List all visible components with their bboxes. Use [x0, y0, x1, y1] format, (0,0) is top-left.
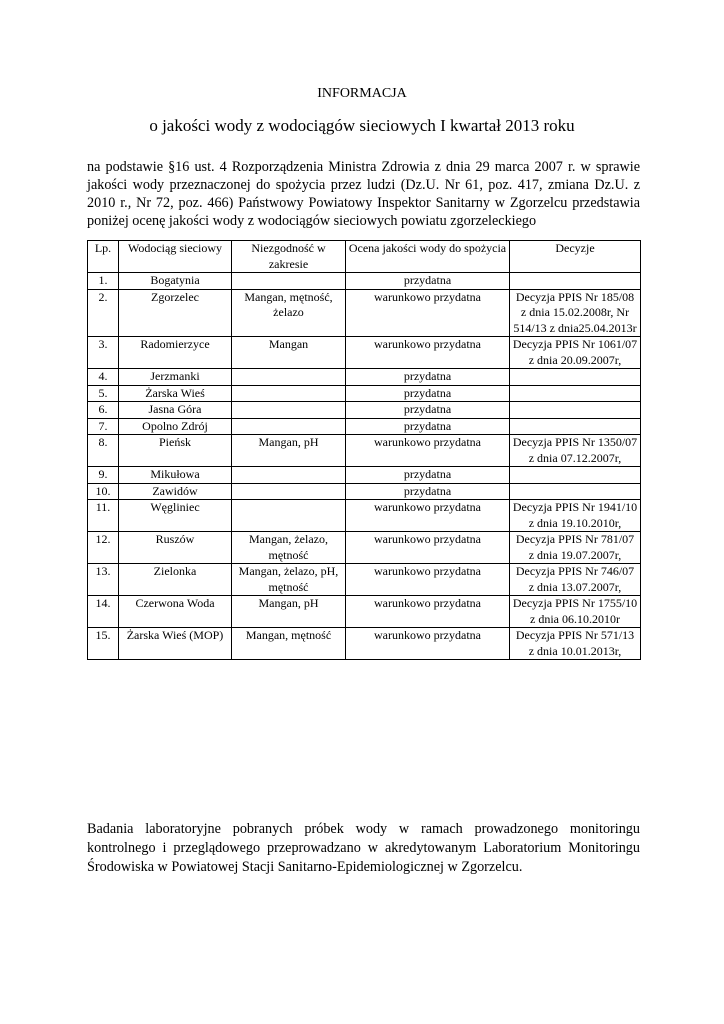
- cell-decision: [510, 369, 641, 386]
- cell-name: Czerwona Woda: [119, 596, 232, 628]
- table-row: [88, 435, 641, 467]
- cell-decision: Decyzja PPIS Nr 1755/10 z dnia 06.10.2010r: [510, 596, 641, 628]
- table-row: [88, 532, 641, 564]
- cell-decision: Decyzja PPIS Nr 185/08 z dnia 15.02.2008r, Nr 514/13 z dnia25.04.2013r: [510, 289, 641, 337]
- header-niezgodnosc: Niezgodność w zakresie: [232, 241, 346, 273]
- cell-decision: [510, 467, 641, 484]
- header-lp: Lp.: [88, 241, 119, 273]
- cell-decision: Decyzja PPIS Nr 1350/07 z dnia 07.12.2007r,: [510, 435, 641, 467]
- footer-paragraph: Badania laboratoryjne pobranych próbek wody w ramach prowadzonego monitoringu kontrolnego i przeglądowego przeprowadzano w akredytowanym Laboratorium Monitoringu Środowiska w Powiatowej Stacji Sanitarno-Epidemiologicznej w Zgorzelcu.: [87, 821, 640, 875]
- cell-rating: warunkowo przydatna: [346, 435, 510, 467]
- cell-rating: warunkowo przydatna: [346, 289, 510, 337]
- cell-lp: 4.: [88, 369, 119, 386]
- cell-rating: warunkowo przydatna: [346, 596, 510, 628]
- cell-issue: [232, 483, 346, 500]
- cell-name: Pieńsk: [119, 435, 232, 467]
- table-row: [88, 500, 641, 532]
- cell-decision: Decyzja PPIS Nr 781/07 z dnia 19.07.2007r,: [510, 532, 641, 564]
- cell-name: Żarska Wieś: [119, 385, 232, 402]
- cell-lp: 2.: [88, 289, 119, 337]
- cell-lp: 14.: [88, 596, 119, 628]
- cell-lp: 15.: [88, 628, 119, 660]
- cell-decision: Decyzja PPIS Nr 746/07 z dnia 13.07.2007r,: [510, 564, 641, 596]
- cell-lp: 8.: [88, 435, 119, 467]
- table-row: [88, 596, 641, 628]
- cell-issue: [232, 369, 346, 386]
- cell-issue: Mangan, żelazo, mętność: [232, 532, 346, 564]
- cell-issue: Mangan, pH: [232, 596, 346, 628]
- cell-issue: [232, 273, 346, 290]
- cell-rating: przydatna: [346, 369, 510, 386]
- cell-rating: warunkowo przydatna: [346, 500, 510, 532]
- document-subtitle: o jakości wody z wodociągów sieciowych I kwartał 2013 roku: [149, 116, 575, 135]
- cell-issue: [232, 500, 346, 532]
- cell-name: Ruszów: [119, 532, 232, 564]
- cell-rating: przydatna: [346, 273, 510, 290]
- cell-name: Zgorzelec: [119, 289, 232, 337]
- cell-name: Mikułowa: [119, 467, 232, 484]
- table-row: [88, 483, 641, 500]
- cell-issue: [232, 467, 346, 484]
- cell-issue: Mangan: [232, 337, 346, 369]
- table-row: [88, 273, 641, 290]
- cell-lp: 6.: [88, 402, 119, 419]
- table-row: [88, 369, 641, 386]
- cell-name: Żarska Wieś (MOP): [119, 628, 232, 660]
- cell-issue: Mangan, mętność, żelazo: [232, 289, 346, 337]
- cell-name: Radomierzyce: [119, 337, 232, 369]
- cell-issue: Mangan, pH: [232, 435, 346, 467]
- cell-rating: przydatna: [346, 402, 510, 419]
- table-row: [88, 402, 641, 419]
- cell-lp: 3.: [88, 337, 119, 369]
- cell-decision: Decyzja PPIS Nr 571/13 z dnia 10.01.2013r,: [510, 628, 641, 660]
- cell-lp: 10.: [88, 483, 119, 500]
- cell-name: Bogatynia: [119, 273, 232, 290]
- table-row: [88, 418, 641, 435]
- cell-issue: [232, 418, 346, 435]
- cell-rating: przydatna: [346, 418, 510, 435]
- cell-name: Zawidów: [119, 483, 232, 500]
- cell-rating: warunkowo przydatna: [346, 337, 510, 369]
- cell-decision: [510, 385, 641, 402]
- cell-rating: przydatna: [346, 385, 510, 402]
- cell-rating: warunkowo przydatna: [346, 564, 510, 596]
- intro-paragraph: na podstawie §16 ust. 4 Rozporządzenia Ministra Zdrowia z dnia 29 marca 2007 r. w sprawie jakości wody przeznaczonej do spożycia przez ludzi (Dz.U. Nr 61, poz. 417, zmiana Dz.U. z 2010 r., Nr 72, poz. 466) Państwowy Powiatowy Inspektor Sanitarny w Zgorzelcu przedstawia poniżej ocenę jakości wody z wodociągów sieciowych powiatu zgorzeleckiego: [87, 159, 640, 229]
- cell-issue: [232, 385, 346, 402]
- cell-lp: 1.: [88, 273, 119, 290]
- water-quality-table: [87, 240, 641, 660]
- table-row: [88, 385, 641, 402]
- cell-issue: [232, 402, 346, 419]
- cell-decision: Decyzja PPIS Nr 1061/07 z dnia 20.09.2007r,: [510, 337, 641, 369]
- cell-lp: 5.: [88, 385, 119, 402]
- cell-issue: Mangan, żelazo, pH, mętność: [232, 564, 346, 596]
- cell-rating: warunkowo przydatna: [346, 532, 510, 564]
- cell-rating: przydatna: [346, 483, 510, 500]
- cell-decision: [510, 402, 641, 419]
- cell-rating: warunkowo przydatna: [346, 628, 510, 660]
- cell-name: Opolno Zdrój: [119, 418, 232, 435]
- cell-lp: 7.: [88, 418, 119, 435]
- cell-decision: [510, 273, 641, 290]
- cell-decision: Decyzja PPIS Nr 1941/10 z dnia 19.10.2010r,: [510, 500, 641, 532]
- cell-decision: [510, 483, 641, 500]
- cell-lp: 13.: [88, 564, 119, 596]
- document-title: INFORMACJA: [317, 86, 407, 101]
- cell-name: Zielonka: [119, 564, 232, 596]
- cell-lp: 11.: [88, 500, 119, 532]
- table-row: [88, 467, 641, 484]
- cell-rating: przydatna: [346, 467, 510, 484]
- table-row: [88, 628, 641, 660]
- table-row: [88, 564, 641, 596]
- header-decyzje: Decyzje: [510, 241, 641, 273]
- header-ocena: Ocena jakości wody do spożycia: [346, 241, 510, 273]
- cell-decision: [510, 418, 641, 435]
- table-header-row: [88, 241, 641, 273]
- table-row: [88, 337, 641, 369]
- header-wodociag: Wodociąg sieciowy: [119, 241, 232, 273]
- cell-lp: 12.: [88, 532, 119, 564]
- cell-name: Jasna Góra: [119, 402, 232, 419]
- cell-lp: 9.: [88, 467, 119, 484]
- cell-issue: Mangan, mętność: [232, 628, 346, 660]
- cell-name: Jerzmanki: [119, 369, 232, 386]
- table-row: [88, 289, 641, 337]
- cell-name: Węgliniec: [119, 500, 232, 532]
